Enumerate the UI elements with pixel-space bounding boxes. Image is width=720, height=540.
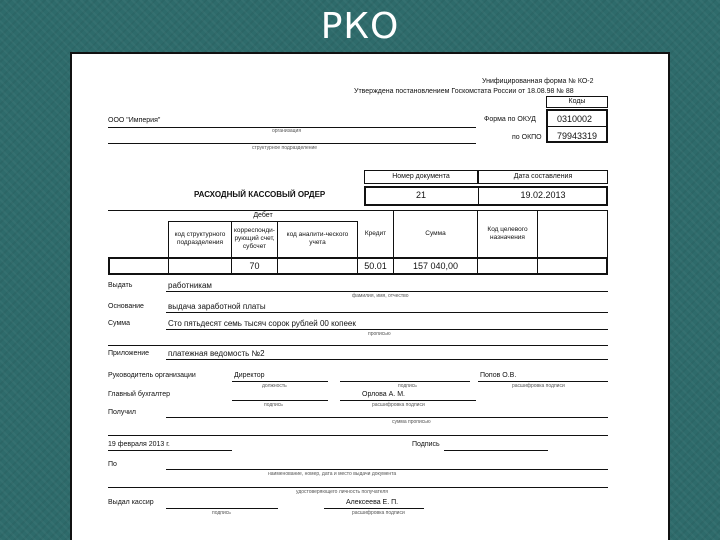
row-purpose (478, 259, 538, 273)
col-subdivision-code: код структурного подразделения (168, 221, 232, 257)
basis-label: Основание (108, 303, 144, 310)
date-line (108, 450, 232, 451)
chief-accountant-label: Главный бухгалтер (108, 391, 170, 398)
subdivision-line (108, 143, 476, 144)
sum-line (166, 329, 608, 330)
doc-number: 21 (415, 190, 426, 200)
head-position-line (232, 381, 328, 382)
row-subdivision (168, 259, 232, 273)
sum-label: Сумма (108, 320, 130, 327)
attachment-line (166, 359, 608, 360)
cashier-signature-caption: подпись (212, 510, 231, 516)
okpo-label: по ОКПО (512, 134, 542, 141)
sign-label: Подпись (412, 441, 440, 448)
basis-value: выдача заработной платы (168, 302, 266, 311)
col-analytics-code: код аналити-ческого учета (278, 221, 358, 257)
chief-signature-line (232, 400, 328, 401)
issue-caption: фамилия, имя, отчество (352, 293, 409, 299)
basis-line (166, 312, 608, 313)
doc-number-header (364, 170, 478, 184)
head-name: Попов О.В. (480, 372, 517, 379)
cashier-name: Алексеева Е. П. (346, 499, 399, 506)
head-label: Руководитель организации (108, 372, 196, 379)
by-line (166, 469, 608, 470)
doc-date-header-label: Дата составления (513, 173, 573, 180)
doc-date-header (478, 170, 608, 184)
debit-table-row (108, 257, 608, 275)
debit-header: Дебет (168, 211, 358, 222)
doc-number-header-label: Номер документа (392, 173, 450, 180)
okpo-code: 79943319 (557, 131, 598, 141)
document-title: РАСХОДНЫЙ КАССОВЫЙ ОРДЕР (194, 190, 326, 199)
unified-form-label: Унифицированная форма № КО-2 (482, 78, 594, 85)
cashier-name-line (324, 508, 424, 509)
col-amount: Сумма (394, 211, 478, 257)
cashier-label: Выдал кассир (108, 499, 154, 506)
sum-line-2 (108, 345, 608, 346)
approved-by-label: Утверждена постановлением Госкомстата России от 18.08.98 № 88 (354, 88, 574, 95)
okud-code: 0310002 (557, 114, 593, 124)
attachment-value: платежная ведомость №2 (168, 349, 265, 358)
date-value: 19 февраля 2013 г. (108, 441, 170, 448)
col-purpose-code: Код целевого назначения (478, 211, 538, 257)
head-name-line (478, 381, 608, 382)
cash-order-document (70, 52, 670, 540)
col-credit: Кредит (358, 211, 394, 257)
head-position-caption: должность (262, 383, 287, 389)
by-caption: наименование, номер, дата и место выдачи документа (268, 471, 397, 477)
issue-value: работникам (168, 281, 212, 290)
id-caption: удостоверяющего личность получателя (296, 489, 389, 495)
codes-divider (546, 126, 608, 127)
slide-title: РКО (320, 6, 400, 47)
issue-label: Выдать (108, 282, 133, 289)
sum-value: Сто пятьдесят семь тысяч сорок рублей 00 копеек (168, 319, 356, 328)
cashier-name-caption: расшифровка подписи (352, 510, 405, 516)
issue-line (166, 291, 608, 292)
chief-name-caption: расшифровка подписи (372, 402, 425, 408)
row-analytics (278, 259, 358, 273)
cashier-signature-line (166, 508, 278, 509)
head-signature-line (340, 381, 470, 382)
received-line (166, 417, 608, 418)
chief-signature-caption: подпись (264, 402, 283, 408)
row-credit: 50.01 (358, 259, 394, 273)
doc-date: 19.02.2013 (520, 190, 566, 200)
row-corr-account: 70 (232, 259, 278, 273)
received-caption: сумма прописью (392, 419, 431, 425)
okud-label: Форма по ОКУД (484, 116, 536, 123)
sum-caption: прописью (368, 331, 391, 337)
received-line-2 (108, 435, 608, 436)
row-amount: 157 040,00 (394, 259, 478, 273)
received-label: Получил (108, 409, 136, 416)
head-signature-caption: подпись (398, 383, 417, 389)
chief-accountant-name: Орлова А. М. (362, 391, 405, 398)
head-name-caption: расшифровка подписи (512, 383, 565, 389)
by-line-2 (108, 487, 608, 488)
organization-caption: организация (272, 128, 302, 134)
head-position: Директор (234, 372, 265, 379)
attachment-label: Приложение (108, 350, 150, 357)
by-label: По (108, 461, 117, 468)
chief-name-line (340, 400, 476, 401)
col-corr-account: корреспонди-рующий счет, субсчет (232, 221, 278, 257)
organization-name: ООО "Империя" (108, 117, 161, 124)
subdivision-caption: структурное подразделение (252, 145, 318, 151)
debit-table-header (108, 210, 608, 257)
sign-line (444, 450, 548, 451)
codes-header (546, 96, 608, 108)
codes-label: Коды (568, 98, 586, 105)
